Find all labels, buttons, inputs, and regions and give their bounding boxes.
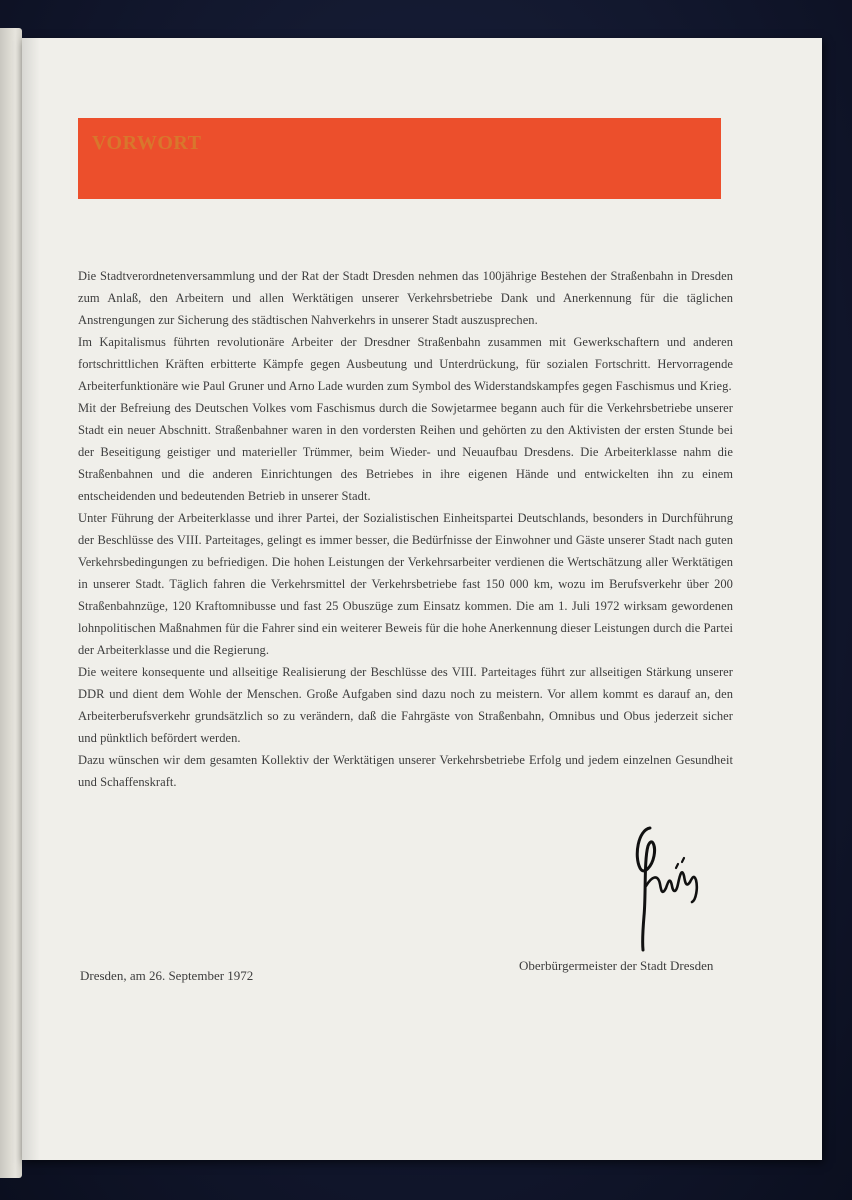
document-page bbox=[22, 38, 822, 1160]
page-title: VORWORT bbox=[92, 132, 202, 154]
paragraph: Die Stadtverordnetenversammlung und der Rat der Stadt Dresden nehmen das 100jährige Bestehen der Straßenbahn in Dresden zum Anlaß, den Arbeitern und allen Werktätigen unserer Verkehrsbetriebe Dank und Anerkennung für die täglichen Anstrengungen zur Sicherung des städtischen Nahverkehrs in unserer Stadt auszusprechen. bbox=[78, 269, 733, 327]
header-band bbox=[78, 118, 721, 199]
paragraph: Mit der Befreiung des Deutschen Volkes vom Faschismus durch die Sowjetarmee begann auch für die Verkehrsbetriebe unserer Stadt ein neuer Abschnitt. Straßenbahner waren in den vordersten Reihen und gehörten zu den Aktivisten der ersten Stunde bei der Beseitigung geistiger und materieller Trümmer, beim Wieder- und Neuaufbau Dresdens. Die Arbeiterklasse nahm die Straßenbahnen und die anderen Einrichtungen des Betriebes in ihre eigenen Hände und entwickelten ihn zu einem entscheidenden und bedeutenden Betrieb in unserer Stadt. bbox=[78, 401, 733, 503]
signer-title: Oberbürgermeister der Stadt Dresden bbox=[519, 958, 714, 973]
signature-image bbox=[628, 816, 708, 956]
paragraph: Im Kapitalismus führten revolutionäre Arbeiter der Dresdner Straßenbahn zusammen mit Gewerkschaftern und anderen fortschrittlichen Kräften erbitterte Kämpfe gegen Ausbeutung und Unterdrückung, für sozialen Fortschritt. Hervorragende Arbeiterfunktionäre wie Paul Gruner und Arno Lade wurden zum Symbol des Widerstandskampfes gegen Faschismus und Krieg. bbox=[78, 335, 733, 393]
paragraph: Die weitere konsequente und allseitige Realisierung der Beschlüsse des VIII. Parteitages führt zur allseitigen Stärkung unserer DDR und dient dem Wohle der Menschen. Große Aufgaben sind dazu noch zu meistern. Vor allem kommt es darauf an, den Arbeiterberufsverkehr grundsätzlich so zu verändern, daß die Fahrgäste von Straßenbahn, Omnibus und Obus jederzeit sicher und pünktlich befördert werden. bbox=[78, 665, 733, 745]
place-date: Dresden, am 26. September 1972 bbox=[80, 968, 254, 983]
body-text bbox=[78, 265, 733, 793]
paragraph: Dazu wünschen wir dem gesamten Kollektiv der Werktätigen unserer Verkehrsbetriebe Erfolg und jedem einzelnen Gesundheit und Schaffenskraft. bbox=[78, 753, 733, 789]
paragraph: Unter Führung der Arbeiterklasse und ihrer Partei, der Sozialistischen Einheitspartei Deutschlands, besonders in Durchführung der Beschlüsse des VIII. Parteitages, gelingt es immer besser, die Bedürfnisse der Einwohner und Gäste unserer Stadt nach guten Verkehrsbedingungen zu befriedigen. Die hohen Leistungen der Verkehrsarbeiter verdienen die Wertschätzung aller Werktätigen in unserer Stadt. Täglich fahren die Verkehrsmittel der Verkehrsbetriebe fast 150 000 km, wozu im Berufsverkehr über 200 Straßenbahnzüge, 120 Kraftomnibusse und fast 25 Obuszüge zum Einsatz kommen. Die am 1. Juli 1972 wirksam gewordenen lohnpolitischen Maßnahmen für die Fahrer sind ein weiterer Beweis für die hohe Anerkennung dieser Leistungen durch die Partei der Arbeiterklasse und die Regierung. bbox=[78, 511, 734, 657]
previous-page-edge bbox=[0, 28, 22, 1178]
